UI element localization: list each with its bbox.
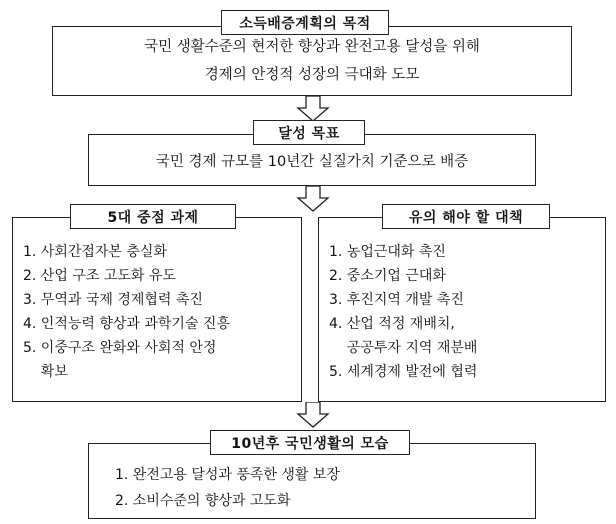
purpose-line-2: 경제의 안정적 성장의 극대화 도모	[204, 67, 420, 83]
measures-box	[318, 217, 606, 402]
tasks-item: 4. 인적능력 향상과 과학기술 진흥	[23, 316, 230, 332]
measures-item: 2. 중소기업 근대화	[329, 268, 446, 284]
measures-item: 5. 세계경제 발전에 협력	[329, 364, 478, 380]
purpose-line-1: 국민 생활수준의 현저한 향상과 완전고용 달성을 위해	[144, 39, 480, 55]
tasks-item: 3. 무역과 국제 경제협력 촉진	[23, 292, 203, 308]
tasks-item: 5. 이중구조 완화와 사회적 안정	[23, 340, 217, 356]
tasks-box	[12, 217, 302, 402]
purpose-title: 소득배증계획의 목적	[221, 10, 389, 35]
measures-item: 3. 후진지역 개발 촉진	[329, 292, 464, 308]
outlook-item: 1. 완전고용 달성과 풍족한 생활 보장	[115, 467, 340, 483]
down-arrow-icon	[296, 402, 330, 428]
outlook-item: 2. 소비수준의 향상과 고도화	[115, 493, 291, 509]
purpose-box	[52, 26, 572, 96]
tasks-item: 1. 사회간접자본 충실화	[23, 244, 167, 260]
tasks-item: 2. 산업 구조 고도화 유도	[23, 268, 176, 284]
down-arrow-icon	[296, 96, 330, 122]
measures-item: 4. 산업 적정 재배치,	[329, 316, 455, 332]
measures-item-continued: 공공투자 지역 재분배	[329, 340, 478, 356]
tasks-item-continued: 확보	[23, 364, 68, 380]
goal-text: 국민 경제 규모를 10년간 실질가치 기준으로 배증	[155, 154, 469, 170]
measures-item: 1. 농업근대화 촉진	[329, 244, 446, 260]
down-arrow-icon	[296, 186, 330, 212]
outlook-title: 10년후 국민생활의 모습	[210, 430, 410, 455]
measures-title: 유의 해야 할 대책	[382, 204, 550, 229]
tasks-title: 5대 중점 과제	[70, 204, 236, 229]
goal-title: 달성 목표	[253, 120, 365, 145]
